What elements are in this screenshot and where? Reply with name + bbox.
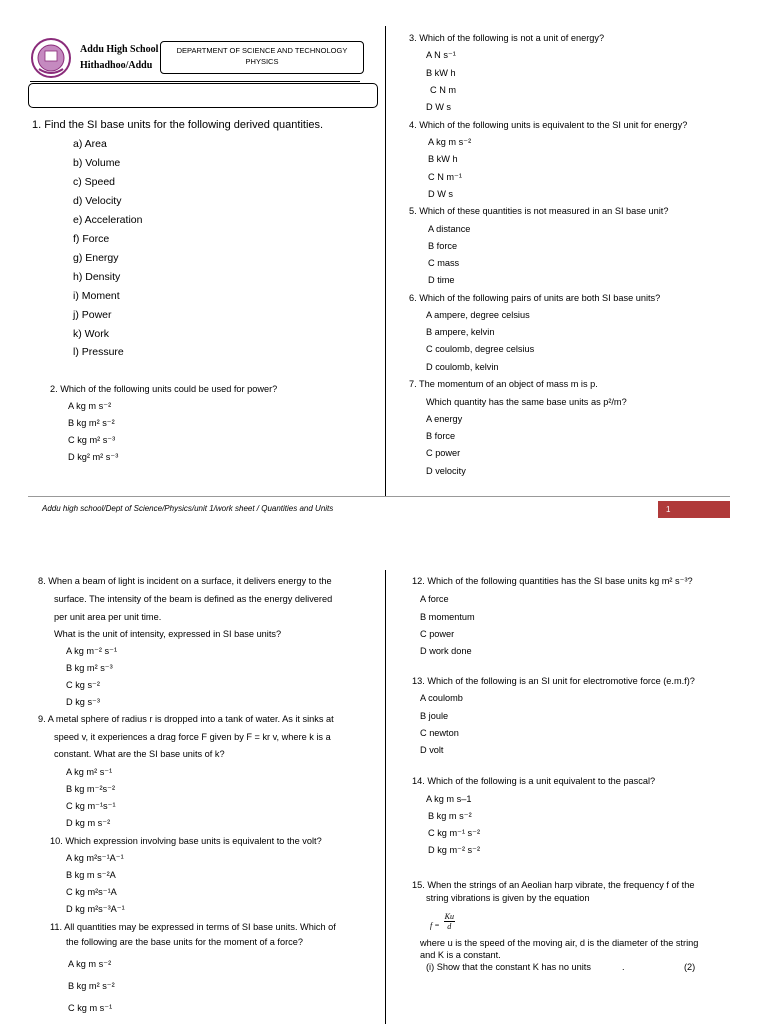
q9-option: D kg m s⁻² <box>66 818 111 828</box>
q1-item: f) Force <box>73 233 110 245</box>
q9-option: A kg m² s⁻¹ <box>66 767 113 777</box>
frequency-equation <box>430 912 455 931</box>
q5-option: B force <box>428 241 458 251</box>
question-15-desc: where u is the speed of the moving air, d is the diameter of the string <box>420 938 699 948</box>
q11-option: A kg m s⁻² <box>68 959 112 969</box>
q4-option: A kg m s⁻² <box>428 137 472 147</box>
q1-item: g) Energy <box>73 252 119 264</box>
q4-option: C N m⁻¹ <box>428 172 462 182</box>
q2-option: C kg m² s⁻³ <box>68 435 116 445</box>
q12-option: A force <box>420 594 449 604</box>
q7-option: D velocity <box>426 466 466 476</box>
column-divider-page2 <box>385 570 386 1024</box>
q2-option: A kg m s⁻² <box>68 401 112 411</box>
q1-item: c) Speed <box>73 176 116 188</box>
q5-option: D time <box>428 275 455 285</box>
department-name: DEPARTMENT OF SCIENCE AND TECHNOLOGY <box>176 46 348 55</box>
q1-item: j) Power <box>73 309 112 321</box>
column-divider-page1 <box>385 26 386 496</box>
q5-option: C mass <box>428 258 460 268</box>
question-15-desc: and K is a constant. <box>420 950 501 960</box>
q14-option: C kg m⁻¹ s⁻² <box>428 828 481 838</box>
question-6: 6. Which of the following pairs of units are both SI base units? <box>409 293 661 303</box>
q14-option: A kg m s–1 <box>426 794 472 804</box>
q1-item: b) Volume <box>73 157 121 169</box>
q11-option: C kg m s⁻¹ <box>68 1003 113 1013</box>
question-15-dot: . <box>622 962 625 972</box>
question-12: 12. Which of the following quantities has the SI base units kg m² s⁻³? <box>412 576 693 586</box>
question-15: 15. When the strings of an Aeolian harp vibrate, the frequency f of the <box>412 880 695 890</box>
equation-lhs: f = <box>430 921 440 931</box>
question-14: 14. Which of the following is a unit equivalent to the pascal? <box>412 776 656 786</box>
question-10: 10. Which expression involving base units is equivalent to the volt? <box>50 836 322 846</box>
question-9-line: constant. What are the SI base units of k? <box>54 749 225 759</box>
question-4: 4. Which of the following units is equivalent to the SI unit for energy? <box>409 120 688 130</box>
school-location: Hithadhoo/Addu <box>80 60 153 71</box>
q14-option: B kg m s⁻² <box>428 811 472 821</box>
q12-option: C power <box>420 629 455 639</box>
question-15-part-i: (i) Show that the constant K has no units <box>426 962 591 972</box>
q12-option: B momentum <box>420 612 475 622</box>
q1-item: k) Work <box>73 328 109 340</box>
question-2: 2. Which of the following units could be used for power? <box>50 384 278 394</box>
question-7: 7. The momentum of an object of mass m is p. <box>409 379 598 389</box>
question-7-line2: Which quantity has the same base units as p²/m? <box>426 397 627 407</box>
q7-option: B force <box>426 431 456 441</box>
title-band <box>28 83 378 108</box>
page-footer: Addu high school/Dept of Science/Physics/unit 1/work sheet / Quantities and Units <box>42 504 334 513</box>
footer-rule <box>28 496 730 497</box>
question-1: 1. Find the SI base units for the following derived quantities. <box>32 119 324 131</box>
question-8-line: surface. The intensity of the beam is defined as the energy delivered <box>54 594 333 604</box>
q13-option: B joule <box>420 711 449 721</box>
q6-option: A ampere, degree celsius <box>426 310 530 320</box>
equation-numerator: Ku <box>444 912 454 921</box>
subject-name: PHYSICS <box>245 57 279 66</box>
q13-option: C newton <box>420 728 459 738</box>
q1-item: d) Velocity <box>73 195 122 207</box>
q9-option: C kg m⁻¹s⁻¹ <box>66 801 116 811</box>
question-8-line: per unit area per unit time. <box>54 612 162 622</box>
q8-option: A kg m⁻² s⁻¹ <box>66 646 118 656</box>
question-11-line: the following are the base units for the moment of a force? <box>66 937 303 947</box>
q9-option: B kg m⁻²s⁻² <box>66 784 116 794</box>
q2-option: B kg m² s⁻² <box>68 418 115 428</box>
q2-option: D kg² m² s⁻³ <box>68 452 119 462</box>
q14-option: D kg m⁻² s⁻² <box>428 845 481 855</box>
q3-option: A N s⁻¹ <box>426 50 456 60</box>
q3-option: D W s <box>426 102 452 112</box>
q8-option: D kg s⁻³ <box>66 697 100 707</box>
q8-option: B kg m² s⁻³ <box>66 663 113 673</box>
q3-option: C N m <box>430 85 457 95</box>
q6-option: B ampere, kelvin <box>426 327 495 337</box>
q1-item: a) Area <box>73 138 107 150</box>
school-logo <box>30 37 72 79</box>
header-divider <box>30 81 360 82</box>
q1-item: i) Moment <box>73 290 120 302</box>
q10-option: A kg m²s⁻¹A⁻¹ <box>66 853 124 863</box>
question-9-line: speed v, it experiences a drag force F given by F = kr v, where k is a <box>54 732 331 742</box>
equation-denominator: d <box>447 922 452 931</box>
q10-option: B kg m s⁻²A <box>66 870 116 880</box>
q10-option: D kg m²s⁻³A⁻¹ <box>66 904 125 914</box>
question-11: 11. All quantities may be expressed in terms of SI base units. Which of <box>50 922 336 932</box>
q13-option: D volt <box>420 745 444 755</box>
q11-option: B kg m² s⁻² <box>68 981 115 991</box>
question-8-line: What is the unit of intensity, expressed in SI base units? <box>54 629 282 639</box>
q6-option: D coulomb, kelvin <box>426 362 499 372</box>
q5-option: A distance <box>428 224 471 234</box>
q12-option: D work done <box>420 646 472 656</box>
page-number: 1 <box>658 501 730 518</box>
q1-item: l) Pressure <box>73 346 124 358</box>
q1-item: e) Acceleration <box>73 214 143 226</box>
school-name: Addu High School <box>80 44 159 55</box>
q3-option: B kW h <box>426 68 456 78</box>
question-3: 3. Which of the following is not a unit of energy? <box>409 33 605 43</box>
question-5: 5. Which of these quantities is not measured in an SI base unit? <box>409 206 669 216</box>
q7-option: A energy <box>426 414 463 424</box>
q10-option: C kg m²s⁻¹A <box>66 887 117 897</box>
question-15-marks: (2) <box>684 962 696 972</box>
question-15-line: string vibrations is given by the equation <box>426 893 590 903</box>
department-box <box>160 41 364 74</box>
question-9: 9. A metal sphere of radius r is dropped into a tank of water. As it sinks at <box>38 714 334 724</box>
q8-option: C kg s⁻² <box>66 680 100 690</box>
question-8: 8. When a beam of light is incident on a surface, it delivers energy to the <box>38 576 332 586</box>
q7-option: C power <box>426 448 461 458</box>
q6-option: C coulomb, degree celsius <box>426 344 535 354</box>
q4-option: B kW h <box>428 154 458 164</box>
q13-option: A coulomb <box>420 693 463 703</box>
q1-item: h) Density <box>73 271 121 283</box>
question-13: 13. Which of the following is an SI unit for electromotive force (e.m.f)? <box>412 676 695 686</box>
q4-option: D W s <box>428 189 454 199</box>
